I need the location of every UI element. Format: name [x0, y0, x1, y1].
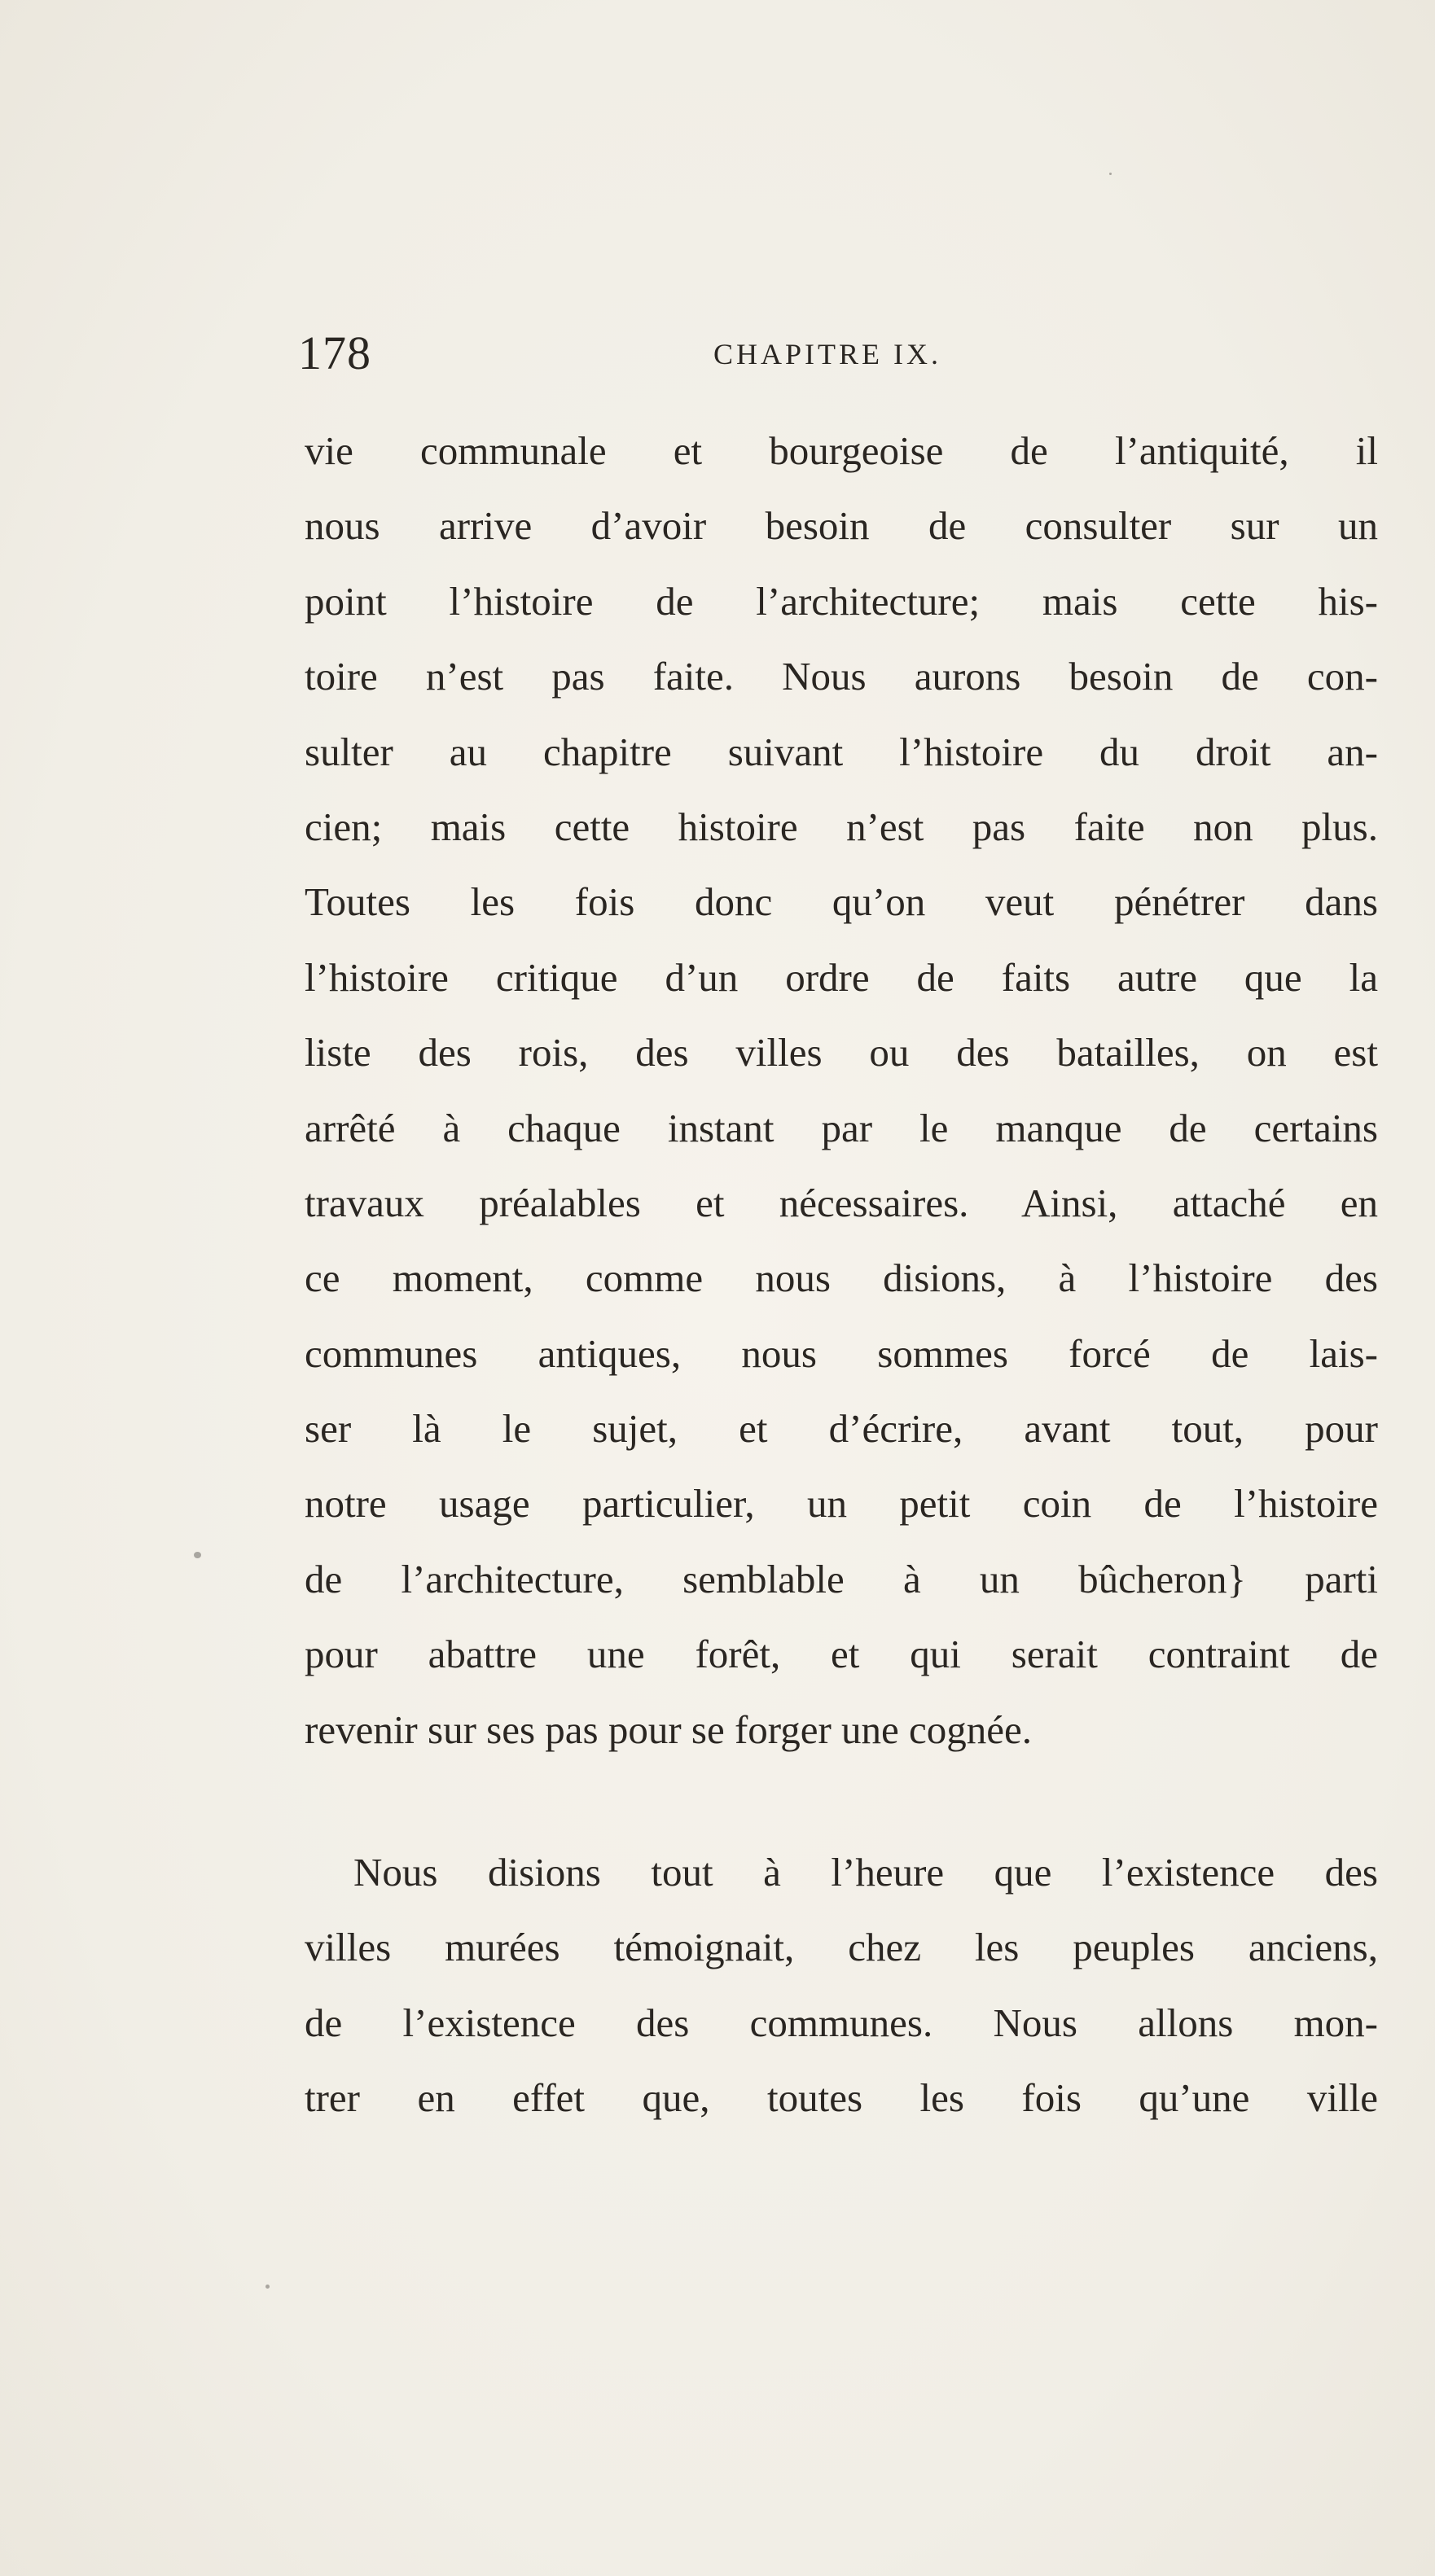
- text-line: cien; mais cette histoire n’est pas faite non plus.: [305, 804, 1378, 849]
- text-line: sulter au chapitre suivant l’histoire du droit an-: [305, 729, 1378, 774]
- text-line: Nous disions tout à l’heure que l’existence des: [353, 1850, 1378, 1895]
- paper-speck: [265, 2285, 270, 2289]
- text-line: arrêté à chaque instant par le manque de certains: [305, 1105, 1378, 1150]
- paper-speck: [194, 1552, 201, 1558]
- page-header: [298, 326, 1373, 383]
- paper-speck: [1109, 173, 1112, 175]
- text-line: villes murées témoignait, chez les peuples anciens,: [305, 1925, 1378, 1970]
- text-line: pour abattre une forêt, et qui serait contraint de: [305, 1632, 1378, 1677]
- text-line: notre usage particulier, un petit coin de l’histoire: [305, 1481, 1378, 1527]
- text-line: de l’existence des communes. Nous allons mon-: [305, 2000, 1378, 2045]
- page-number: 178: [298, 326, 371, 379]
- text-line: nous arrive d’avoir besoin de consulter sur un: [305, 503, 1378, 549]
- text-line: de l’architecture, semblable à un bûcheron} parti: [305, 1556, 1378, 1601]
- text-line: l’histoire critique d’un ordre de faits autre que la: [305, 954, 1378, 1000]
- text-line: communes antiques, nous sommes forcé de lais-: [305, 1330, 1378, 1376]
- text-line: revenir sur ses pas pour se forger une cognée.: [305, 1706, 1033, 1752]
- running-head: CHAPITRE IX.: [713, 338, 941, 370]
- text-line: trer en effet que, toutes les fois qu’une ville: [305, 2075, 1378, 2121]
- text-line: point l’histoire de l’architecture; mais cette his-: [305, 578, 1378, 624]
- text-line: toire n’est pas faite. Nous aurons besoin de con-: [305, 654, 1378, 699]
- text-line: liste des rois, des villes ou des batailles, on est: [305, 1030, 1378, 1076]
- text-line: vie communale et bourgeoise de l’antiquité, il: [305, 428, 1378, 473]
- text-line: travaux préalables et nécessaires. Ainsi, attaché en: [305, 1180, 1378, 1225]
- paragraph-1: [305, 414, 1378, 1768]
- text-line: ser là le sujet, et d’écrire, avant tout, pour: [305, 1406, 1378, 1452]
- paragraph-2: [305, 1835, 1378, 2136]
- text-line: ce moment, comme nous disions, à l’histoire des: [305, 1255, 1378, 1301]
- text-line: Toutes les fois donc qu’on veut pénétrer dans: [305, 879, 1378, 925]
